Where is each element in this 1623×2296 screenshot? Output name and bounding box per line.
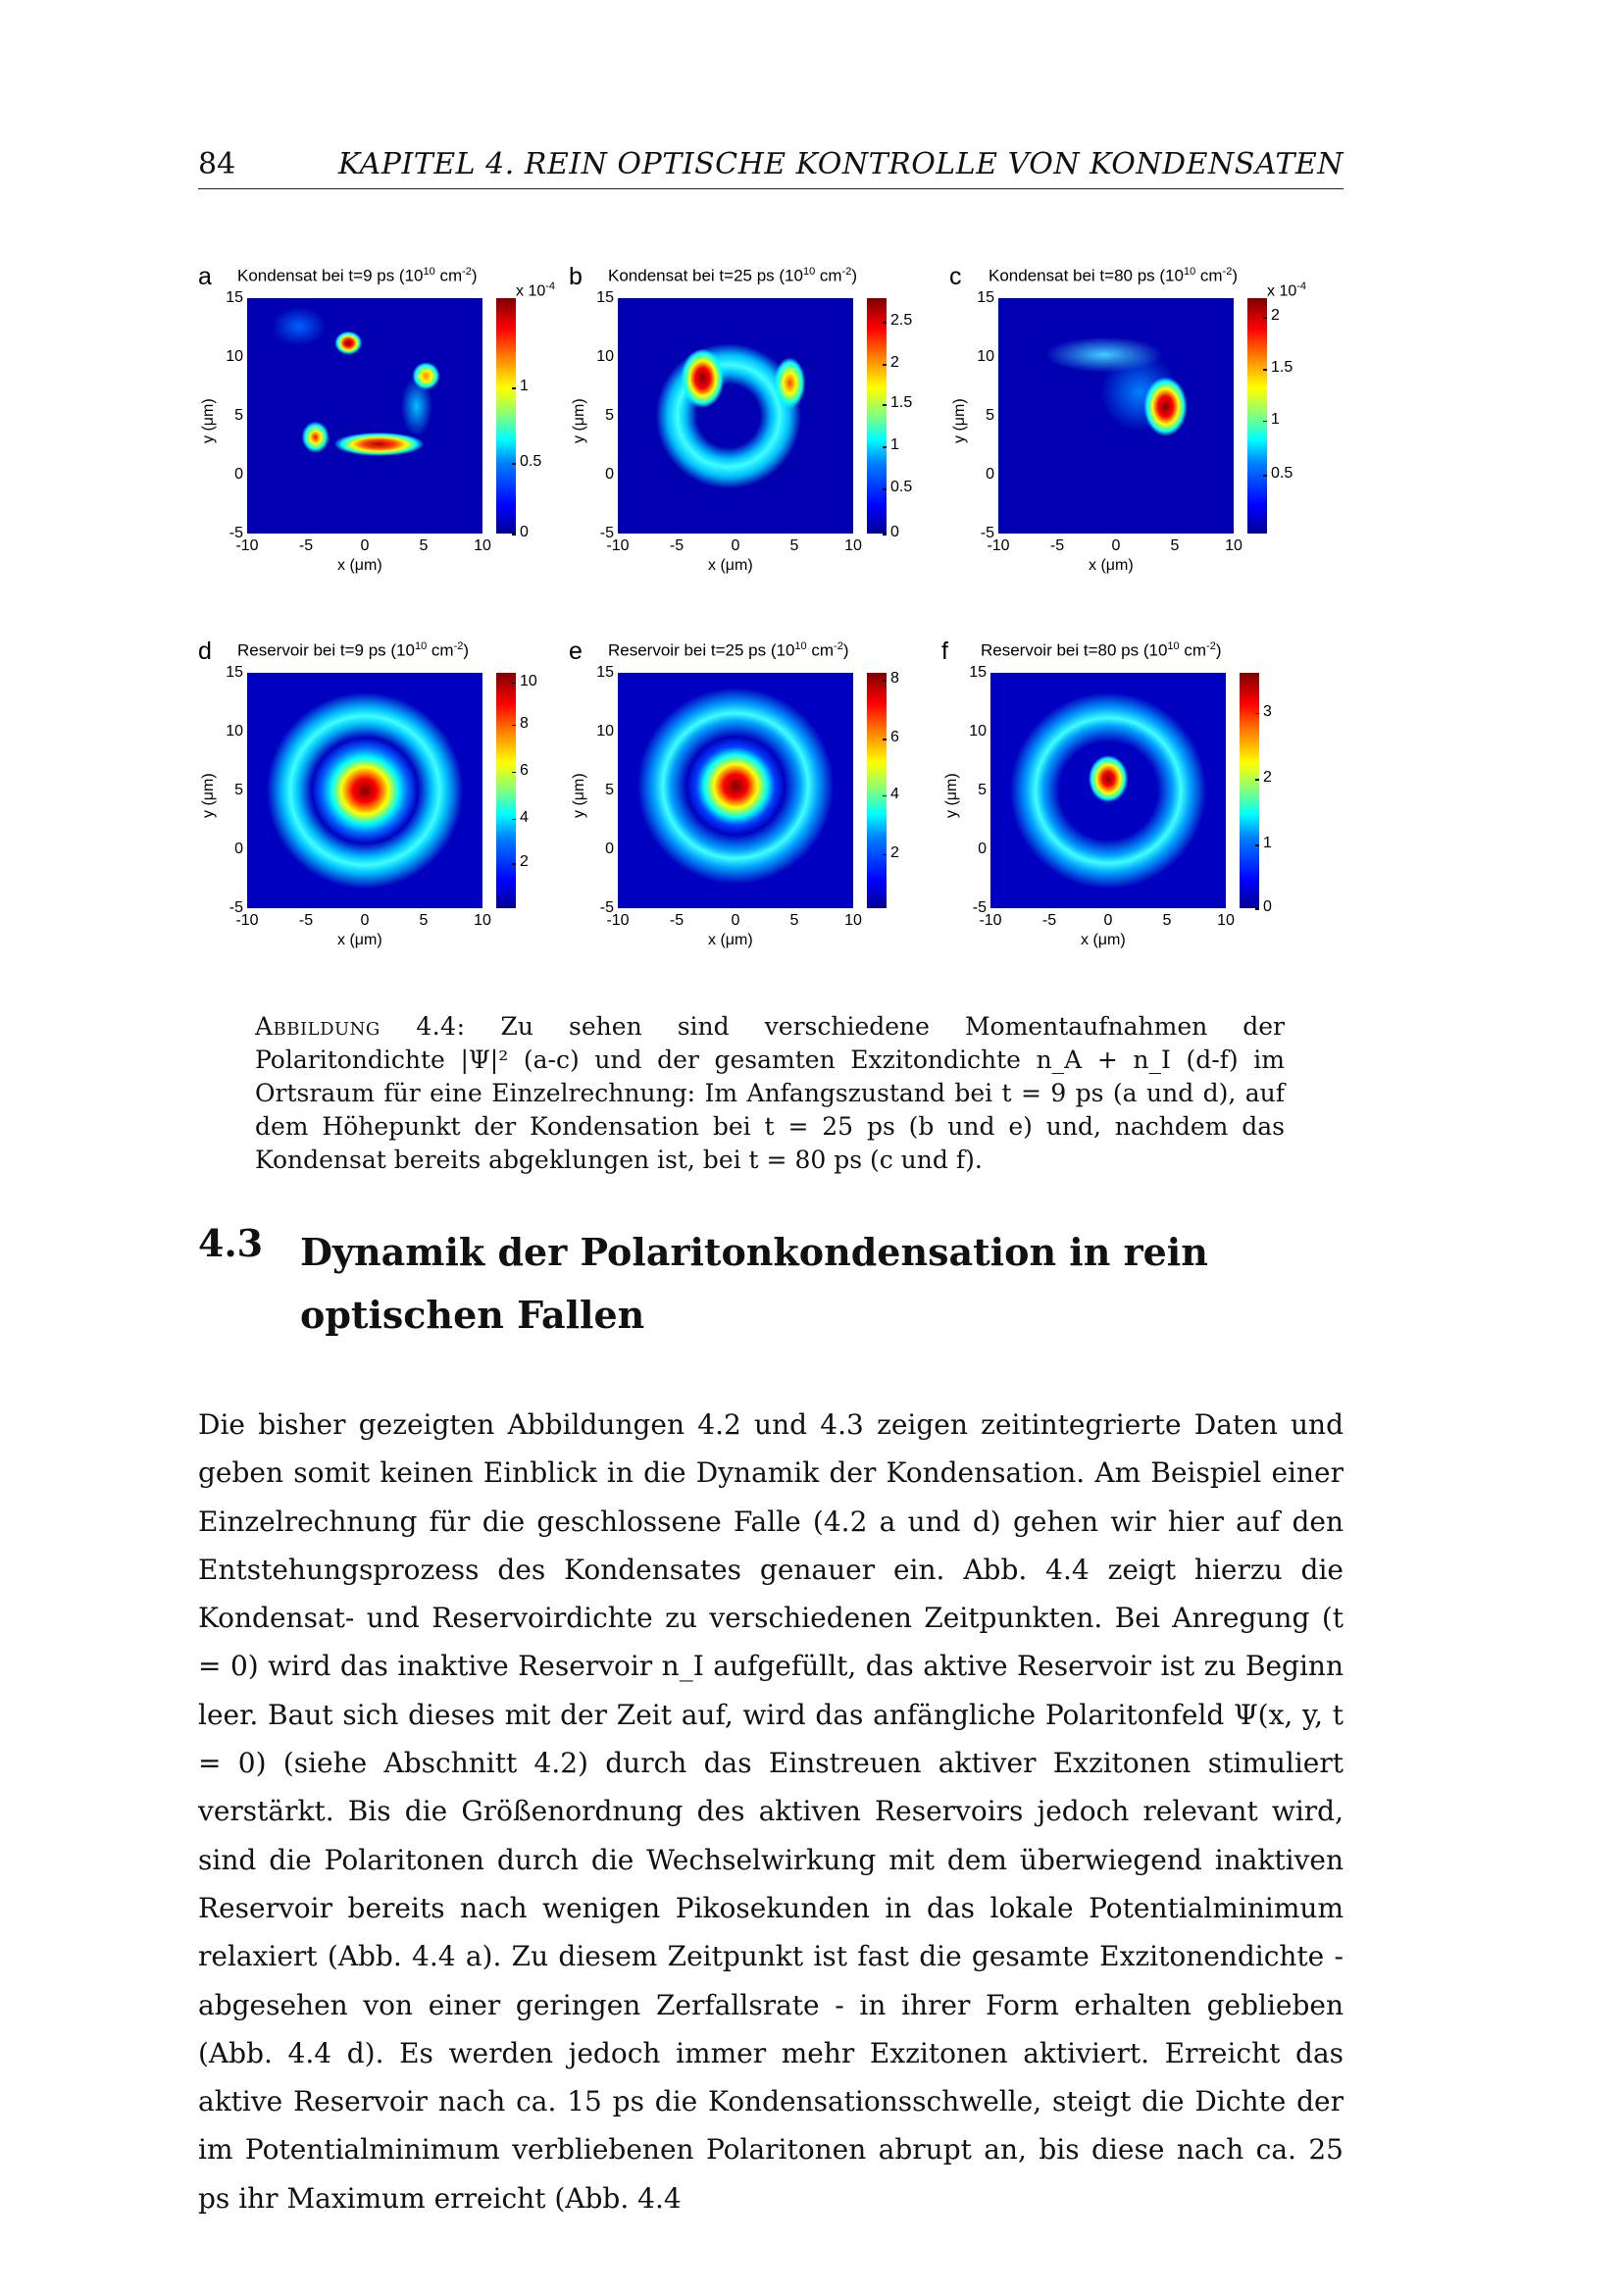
x-tick-label: -10 (235, 537, 259, 554)
x-tick-label: 5 (419, 537, 429, 554)
colorbar-tick-mark (512, 463, 516, 465)
colorbar (867, 298, 887, 534)
caption-label: Abbildung 4.4: (255, 1012, 466, 1041)
figure-panel-f (941, 638, 1304, 961)
y-axis-label: y (μm) (951, 398, 968, 443)
heatmap-plot (618, 673, 853, 908)
running-header (198, 145, 1344, 189)
colorbar-tick-label: 2 (890, 354, 899, 372)
y-tick-label: 15 (596, 664, 614, 681)
x-tick-label: 10 (474, 912, 491, 929)
colorbar-tick-label: 2 (1271, 307, 1280, 325)
panel-title-part: 10 (802, 266, 816, 278)
multiplier-base: x 10 (516, 282, 546, 300)
colorbar-tick-mark (1255, 844, 1259, 846)
y-tick-label: 10 (969, 723, 987, 740)
y-tick-label: -5 (228, 525, 243, 541)
colorbar-tick-label: 10 (520, 672, 537, 689)
panel-title-part: -2 (453, 640, 464, 652)
panel-title-part: cm (434, 266, 463, 285)
x-tick-label: -5 (298, 912, 314, 929)
y-tick-label: 10 (596, 723, 614, 740)
colorbar-tick-label: 2 (520, 853, 529, 871)
x-tick-label: 5 (1170, 537, 1180, 554)
panel-title-part: cm (806, 640, 835, 660)
colorbar-tick-mark (1255, 713, 1259, 715)
colorbar-tick-mark (512, 772, 516, 774)
panel-title-part: cm (815, 266, 842, 285)
colorbar-multiplier (1267, 281, 1306, 300)
y-tick-label: 10 (226, 348, 243, 365)
colorbar-tick-label: 1.5 (890, 394, 913, 411)
figure-panel-c (949, 263, 1312, 587)
figure-panel-d (198, 638, 561, 961)
y-tick-label: 0 (605, 841, 614, 857)
x-axis-label: x (μm) (1081, 932, 1126, 948)
panel-title-part: ) (851, 266, 858, 285)
y-tick-label: 5 (978, 782, 987, 798)
panel-title-part: -2 (462, 266, 472, 278)
x-tick-label: -5 (669, 537, 685, 554)
y-tick-label: 0 (978, 841, 987, 857)
colorbar-tick-mark (883, 534, 887, 536)
y-axis-label: y (μm) (571, 398, 587, 443)
y-tick-label: 0 (986, 466, 994, 483)
panel-letter: c (949, 263, 962, 290)
y-tick-label: 15 (977, 289, 994, 306)
y-tick-label: 5 (605, 782, 614, 798)
panel-title-part: ) (1232, 266, 1239, 285)
colorbar-tick-mark (883, 739, 887, 740)
panel-title-part: cm (427, 640, 454, 660)
y-tick-label: 15 (226, 289, 243, 306)
heatmap-plot (247, 298, 482, 534)
colorbar-tick-label: 1 (520, 378, 529, 395)
panel-title-part: -2 (841, 266, 852, 278)
colorbar-tick-label: 0 (890, 524, 899, 540)
colorbar-tick-mark (1255, 779, 1259, 781)
panel-letter: b (569, 263, 583, 290)
colorbar (496, 673, 516, 908)
multiplier-base: x 10 (1267, 282, 1297, 300)
y-axis-label: y (μm) (200, 398, 217, 443)
y-tick-label: 15 (969, 664, 987, 681)
x-tick-label: 10 (844, 912, 862, 929)
panel-letter: f (941, 638, 948, 665)
y-tick-label: 0 (234, 841, 243, 857)
x-tick-label: 5 (789, 537, 799, 554)
colorbar-tick-mark (512, 725, 516, 727)
panel-title-part: Reservoir bei t=9 ps (10 (237, 640, 415, 660)
panel-title-part: 10 (1183, 266, 1196, 278)
colorbar-tick-label: 0.5 (520, 453, 542, 470)
x-tick-label: -10 (606, 537, 630, 554)
x-tick-label: 10 (474, 537, 491, 554)
x-tick-label: 0 (1103, 912, 1113, 929)
colorbar-tick-label: 6 (890, 729, 899, 746)
colorbar-tick-mark (512, 863, 516, 865)
colorbar-tick-label: 1 (1263, 835, 1272, 852)
x-tick-label: 10 (1217, 912, 1235, 929)
panel-title-part: Reservoir bei t=80 ps (10 (981, 640, 1168, 660)
colorbar-tick-label: 0 (520, 524, 529, 540)
colorbar-tick-label: 2 (890, 843, 899, 861)
figure-panel-a (198, 263, 561, 587)
heatmap-plot (618, 298, 853, 534)
colorbar-tick-mark (883, 795, 887, 797)
colorbar-tick-label: 2 (1263, 769, 1272, 786)
colorbar-tick-label: 1 (890, 436, 899, 454)
panel-title-part: Reservoir bei t=25 ps (10 (608, 640, 795, 660)
y-tick-label: -5 (228, 899, 243, 916)
colorbar-tick-label: 3 (1263, 702, 1272, 720)
colorbar-tick-label: 0.5 (890, 479, 913, 496)
x-axis-label: x (μm) (337, 557, 382, 574)
y-axis-label: y (μm) (943, 773, 960, 818)
multiplier-exp: -4 (1296, 281, 1307, 292)
x-tick-label: -10 (606, 912, 630, 929)
panel-title-part: 10 (794, 640, 807, 652)
colorbar (496, 298, 516, 534)
colorbar-tick-mark (512, 683, 516, 685)
colorbar-tick-mark (1263, 317, 1267, 319)
caption-text: Zu sehen sind verschiedene Momentaufnahmen der Polaritondichte |Ψ|² (a-c) und der gesamten Exzitondichte n_A + n_I (d-f) im Ortsraum für eine Einzelrechnung: Im Anfangszustand bei t = 9 ps (a und d), auf dem Höhepunkt der Kondensation bei t = 25 ps (b und e) und, nachdem das Kondensat bereits abgeklungen ist, bei t = 80 ps (c und f). (255, 1012, 1285, 1174)
colorbar (1247, 298, 1267, 534)
panel-title (608, 640, 849, 661)
x-tick-label: 0 (1111, 537, 1121, 554)
x-tick-label: 10 (844, 537, 862, 554)
y-tick-label: 15 (226, 664, 243, 681)
colorbar-tick-label: 8 (520, 714, 529, 732)
y-tick-label: 5 (605, 407, 614, 424)
x-tick-label: 5 (789, 912, 799, 929)
x-axis-label: x (μm) (1089, 557, 1134, 574)
colorbar-tick-label: 4 (890, 785, 899, 802)
panel-title-part: -2 (1222, 266, 1233, 278)
x-tick-label: 0 (360, 537, 370, 554)
panel-title (608, 266, 857, 286)
colorbar-tick-label: 1.5 (1271, 359, 1293, 376)
y-axis-label: y (μm) (200, 773, 217, 818)
panel-title-part: Kondensat bei t=25 ps (10 (608, 266, 803, 285)
panel-title-part: Kondensat bei t=80 ps (10 (989, 266, 1184, 285)
panel-title-part: ) (842, 640, 849, 660)
x-axis-label: x (μm) (337, 932, 382, 948)
y-tick-label: 0 (234, 466, 243, 483)
y-tick-label: -5 (599, 525, 614, 541)
colorbar-tick-label: 0 (1263, 898, 1272, 915)
panel-letter: a (198, 263, 212, 290)
panel-title-part: 10 (423, 266, 435, 278)
panel-title-part: 10 (414, 640, 428, 652)
x-tick-label: 5 (1162, 912, 1172, 929)
colorbar-tick-mark (1255, 908, 1259, 910)
colorbar-tick-mark (1263, 421, 1267, 423)
y-tick-label: 5 (234, 407, 243, 424)
panel-title-part: 10 (1167, 640, 1180, 652)
running-title: KAPITEL 4. REIN OPTISCHE KONTROLLE VON KONDENSATEN (337, 147, 1344, 181)
page-number: 84 (198, 147, 236, 181)
colorbar-tick-label: 1 (1271, 410, 1280, 428)
x-tick-label: 0 (731, 537, 740, 554)
x-tick-label: -5 (298, 537, 314, 554)
panel-title-part: cm (1179, 640, 1207, 660)
colorbar-tick-label: 2.5 (890, 312, 913, 329)
panel-title-part: cm (1195, 266, 1223, 285)
colorbar-tick-label: 4 (520, 808, 529, 826)
y-tick-label: 10 (596, 348, 614, 365)
panel-title (989, 266, 1238, 286)
colorbar-tick-mark (883, 488, 887, 490)
x-tick-label: 0 (731, 912, 740, 929)
y-tick-label: -5 (980, 525, 994, 541)
panel-title-part: -2 (1206, 640, 1216, 652)
x-tick-label: -5 (1041, 912, 1057, 929)
panel-title (237, 640, 469, 661)
heatmap-plot (998, 298, 1234, 534)
y-tick-label: -5 (599, 899, 614, 916)
colorbar-tick-mark (883, 446, 887, 448)
y-tick-label: 15 (596, 289, 614, 306)
colorbar-tick-mark (512, 534, 516, 536)
x-axis-label: x (μm) (708, 932, 753, 948)
y-tick-label: 0 (605, 466, 614, 483)
x-tick-label: -5 (669, 912, 685, 929)
y-tick-label: 5 (234, 782, 243, 798)
x-tick-label: -5 (1049, 537, 1065, 554)
colorbar-tick-mark (883, 364, 887, 366)
y-tick-label: 5 (986, 407, 994, 424)
y-tick-label: -5 (972, 899, 987, 916)
section-title: Dynamik der Polaritonkondensation in rein optischen Fallen (300, 1230, 1208, 1337)
figure-panel-b (569, 263, 932, 587)
heatmap-plot (247, 673, 482, 908)
colorbar (1240, 673, 1259, 908)
colorbar-tick-label: 0.5 (1271, 465, 1293, 482)
multiplier-exp: -4 (545, 281, 556, 292)
x-axis-label: x (μm) (708, 557, 753, 574)
colorbar-tick-mark (883, 404, 887, 406)
colorbar-tick-label: 8 (890, 670, 899, 688)
heatmap-plot (990, 673, 1226, 908)
colorbar-tick-mark (883, 854, 887, 856)
colorbar-tick-mark (883, 680, 887, 682)
colorbar-tick-mark (512, 819, 516, 821)
y-tick-label: 10 (226, 723, 243, 740)
colorbar-tick-mark (1263, 369, 1267, 371)
colorbar-tick-mark (1263, 475, 1267, 477)
x-tick-label: 0 (360, 912, 370, 929)
colorbar-tick-mark (883, 322, 887, 324)
panel-title-part: ) (471, 266, 478, 285)
panel-title-part: ) (1215, 640, 1222, 660)
x-tick-label: -10 (979, 912, 1002, 929)
x-tick-label: -10 (987, 537, 1010, 554)
panel-title-part: Kondensat bei t=9 ps (10 (237, 266, 424, 285)
figure-panel-e (569, 638, 932, 961)
x-tick-label: -10 (235, 912, 259, 929)
colorbar-tick-label: 6 (520, 761, 529, 779)
x-tick-label: 5 (419, 912, 429, 929)
panel-title-part: ) (463, 640, 470, 660)
y-tick-label: 10 (977, 348, 994, 365)
x-tick-label: 10 (1225, 537, 1243, 554)
section-number: 4.3 (198, 1221, 264, 1265)
panel-title (981, 640, 1222, 661)
panel-letter: e (569, 638, 583, 665)
body-paragraph: Die bisher gezeigten Abbildungen 4.2 und 4.3 zeigen zeitintegrierte Daten und geben somit keinen Einblick in die Dynamik der Kondensation. Am Beispiel einer Einzelrechnung für die geschlossene Falle (4.2 a und d) gehen wir hier auf den Entstehungsprozess des Kondensates genauer ein. Abb. 4.4 zeigt hierzu die Kondensat- und Reservoirdichte zu verschiedenen Zeitpunkten. Bei Anregung (t = 0) wird das inaktive Reservoir n_I aufgefüllt, das aktive Reservoir ist zu Beginn leer. Baut sich dieses mit der Zeit auf, wird das anfängliche Polaritonfeld Ψ(x, y, t = 0) (siehe Abschnitt 4.2) durch das Einstreuen aktiver Exzitonen stimuliert verstärkt. Bis die Größenordnung des aktiven Reservoirs jedoch relevant wird, sind die Polaritonen durch die Wechselwirkung mit dem überwiegend inaktiven Reservoir bereits nach wenigen Pikosekunden in das lokale Potentialminimum relaxiert (Abb. 4.4 a). Zu diesem Zeitpunkt ist fast die gesamte Exzitonendichte - abgesehen von einer geringen Zerfallsrate - in ihrer Form erhalten geblieben (Abb. 4.4 d). Es werden jedoch immer mehr Exzitonen aktiviert. Erreicht das aktive Reservoir nach ca. 15 ps die Kondensationsschwelle, steigt die Dichte der im Potentialminimum verbliebenen Polaritonen abrupt an, bis diese nach ca. 25 ps ihr Maximum erreicht (Abb. 4.4 (198, 1408, 1344, 2215)
colorbar-tick-mark (512, 387, 516, 389)
panel-letter: d (198, 638, 212, 665)
colorbar (867, 673, 887, 908)
panel-title (237, 266, 478, 286)
colorbar-multiplier (516, 281, 555, 300)
y-axis-label: y (μm) (571, 773, 587, 818)
figure-caption (255, 1010, 1285, 1177)
panel-title-part: -2 (834, 640, 843, 652)
